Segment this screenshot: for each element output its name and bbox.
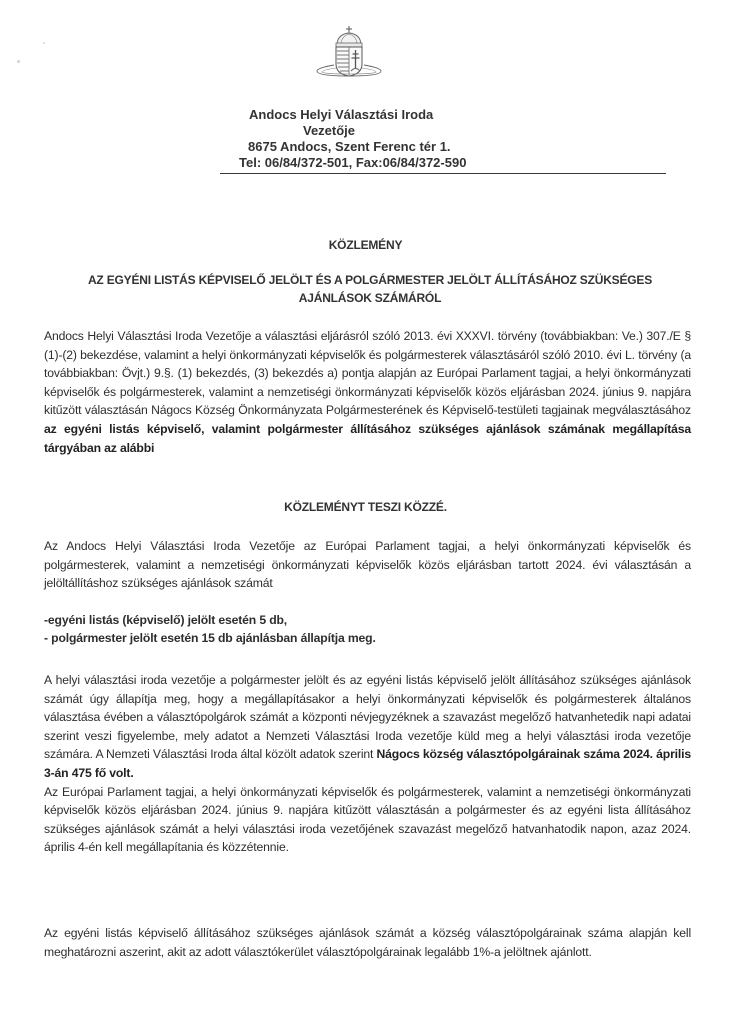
requirement-item: -egyéni listás (képviselő) jelölt esetén 5 db, xyxy=(44,613,288,627)
paragraph-3-bold: Nágocs község választópolgárainak száma 2024. április 3-án 475 fő volt. xyxy=(44,747,691,780)
office-role: Vezetője xyxy=(303,123,356,138)
paragraph-2: Az Andocs Helyi Választási Iroda Vezetője az Európai Parlament tagjai, a helyi önkormányzati képviselők és polgármesterek, valamint a nemzetiségi önkormányzati képviselők közös eljárásban tartott 2024. évi választásán a jelöltállításhoz szükséges ajánlások számát xyxy=(44,539,691,591)
document-title: KÖZLEMÉNY xyxy=(328,238,403,252)
intro-paragraph xyxy=(44,327,691,457)
coat-of-arms-icon xyxy=(314,24,384,80)
intro-text: Andocs Helyi Választási Iroda Vezetője a választási eljárásról szóló 2013. évi XXXVI. törvény (továbbiakban: Ve.) 307./E § (1)-(2) bekezdése, valamint a helyi önkormányzati képviselők és polgármesterek választásáról szóló 2010. évi L. törvény (a továbbiakban: Övjt.) 9.§. (1) bekezdés, (3) bekezdés a) pontja alapján az Európai Parlament tagjai, a helyi önkormányzati képviselők és polgármesterek, valamint a nemzetiségi önkormányzati képviselők közös eljárásban 2024. június 9. napjára kitűzött választásán Nágocs Község Önkormányzata Polgármesterének és Képviselő-testületi tagjainak megválasztásához xyxy=(44,329,691,418)
scan-speck xyxy=(17,60,20,63)
document-subject xyxy=(40,271,700,307)
scan-speck xyxy=(43,42,45,44)
requirement-item: - polgármester jelölt esetén 15 db ajánlásban állapítja meg. xyxy=(44,631,376,645)
paragraph-4: Az egyéni listás képviselő állításához szükséges ajánlások számát a község választópolgárainak száma alapján kell meghatározni aszerint, akit az adott választókerület választópolgárainak legalább 1%-a jelöltnek ajánlott. xyxy=(44,926,691,959)
subject-line-2: AJÁNLÁSOK SZÁMÁRÓL xyxy=(298,291,442,305)
letterhead xyxy=(220,107,520,171)
subject-line-1: AZ EGYÉNI LISTÁS KÉPVISELŐ JELÖLT ÉS A POLGÁRMESTER JELÖLT ÁLLÍTÁSÁHOZ SZÜKSÉGES xyxy=(87,273,653,287)
paragraph-3-continued: Az Európai Parlament tagjai, a helyi önkormányzati képviselők és polgármesterek, valamint a nemzetiségi önkormányzati képviselők közös eljárásban 2024. június 9. napjára kitűzött választásán a polgármester és az egyéni lista állításához szükséges ajánlások számát a helyi választási iroda vezetőjének szavazást megelőző hatvanhatodik napon, azaz 2024. április 4-én kell megállapítania és közzétennie. xyxy=(44,784,691,855)
office-address: 8675 Andocs, Szent Ferenc tér 1. xyxy=(248,139,451,154)
requirements-list xyxy=(44,611,691,647)
paragraph-3 xyxy=(44,671,691,857)
office-contact: Tel: 06/84/372-501, Fax:06/84/372-590 xyxy=(239,155,467,170)
letterhead-divider xyxy=(220,173,666,174)
office-name: Andocs Helyi Választási Iroda xyxy=(249,107,434,122)
proclamation-heading: KÖZLEMÉNYT TESZI KÖZZÉ. xyxy=(284,500,447,514)
intro-text-bold: az egyéni listás képviselő, valamint polgármester állításához szükséges ajánlások számának megállapítása tárgyában az alábbi xyxy=(44,421,691,455)
paragraph-3-text: A helyi választási iroda vezetője a polgármester jelölt és az egyéni listás képviselő jelölt állításához szükséges ajánlások számát úgy állapítja meg, hogy a megállapításakor a helyi önkormányzati képviselők és polgármesterek általános választása évében a választópolgárok számát a központi névjegyzéknek a szavazást megelőző hatvanhetedik napi adatai szerint veszi figyelembe, mely adatot a Nemzeti Választási Iroda vezetője küld meg a helyi választási iroda vezetője számára. A Nemzeti Választási Iroda által közölt adatok szerint xyxy=(44,673,691,762)
